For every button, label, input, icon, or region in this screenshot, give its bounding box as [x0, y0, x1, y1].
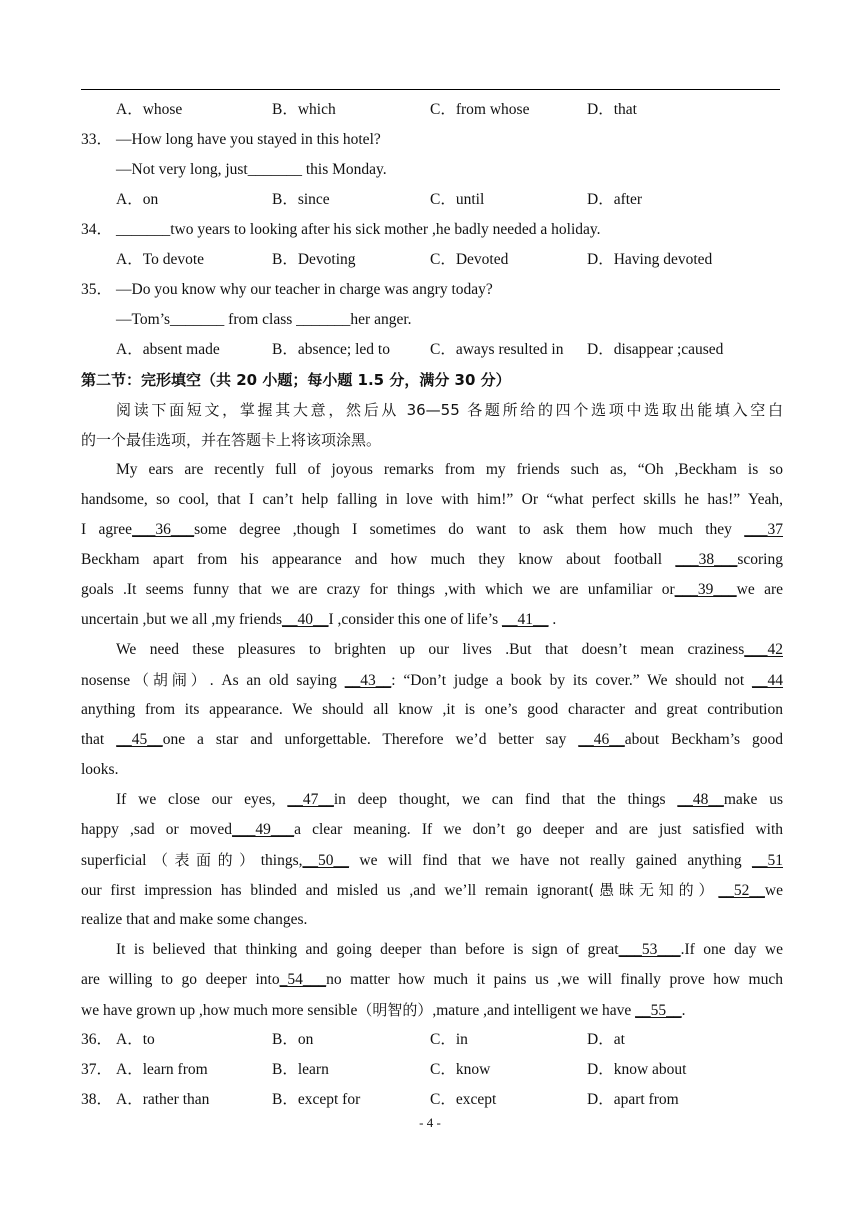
- q33-option-d: D．after: [587, 191, 643, 208]
- answer-option-a: A．learn from: [116, 1061, 208, 1078]
- blank-46: __46__: [578, 731, 625, 748]
- q33-option-a: A．on: [116, 191, 159, 208]
- q35-number: 35．: [81, 281, 113, 298]
- passage-text: We need these pleasures to brighten up our lives .But that doesn’t mean craziness___42: [116, 641, 783, 658]
- blank-55: __55__: [635, 1002, 682, 1019]
- passage-text: looks.: [81, 761, 119, 778]
- passage-text: anything from its appearance. We should all know ,it is one’s good character and great contribution: [81, 701, 783, 718]
- passage-text: that __45__one a star and unforgettable. Therefore we’d better say __46__about Beckham’s good: [81, 731, 783, 748]
- blank-54: _54___: [279, 971, 327, 988]
- q34-number: 34．: [81, 221, 113, 238]
- q35-answer-line: —Tom’s_______ from class _______her anger.: [116, 311, 412, 328]
- blank-49: ___49___: [232, 821, 295, 838]
- page-number: - 4 -: [419, 1115, 441, 1130]
- answer-option-c: C．in: [430, 1031, 468, 1048]
- passage-text: It is believed that thinking and going deeper than before is sign of great___53___.If one day we: [116, 941, 784, 958]
- blank-39: ___39___: [674, 581, 737, 598]
- blank-51: __51: [752, 852, 783, 869]
- blank-47: __47__: [287, 791, 334, 808]
- answer-number: 38．: [81, 1091, 113, 1108]
- blank-40: __40__: [282, 611, 329, 628]
- answer-option-b: B．except for: [272, 1091, 361, 1108]
- q35-option-c: C．aways resulted in: [430, 341, 564, 358]
- passage-text: we have grown up ,how much more sensible（明智的）,mature ,and intelligent we have __55__.: [81, 1001, 686, 1019]
- blank-37: ___37: [744, 521, 783, 538]
- answer-number: 36．: [81, 1031, 113, 1048]
- passage-text: Beckham apart from his appearance and how much they know about football ___38___scoring: [81, 551, 783, 568]
- q35-option-b: B．absence; led to: [272, 341, 390, 358]
- q32-option-d: D．that: [587, 101, 637, 118]
- passage-text: handsome, so cool, that I can’t help falling in love with him!” Or “what perfect skills he has!” Yeah,: [81, 491, 783, 508]
- answer-option-d: D．at: [587, 1031, 625, 1048]
- passage-text: our first impression has blinded and misled us ,and we’ll remain ignorant(愚昧无知的）__52__we: [81, 881, 783, 899]
- instruction-line-1: 阅读下面短文，掌握其大意，然后从 36—55 各题所给的四个选项中选取出能填入空白: [116, 401, 783, 419]
- q33-option-c: C．until: [430, 191, 485, 208]
- q34-option-d: D．Having devoted: [587, 251, 713, 268]
- passage-text: happy ,sad or moved___49___a clear meaning. If we don’t go deeper and are just satisfied with: [81, 821, 783, 838]
- q33-answer-line: —Not very long, just_______ this Monday.: [116, 161, 387, 178]
- blank-50: __50__: [302, 852, 349, 869]
- blank-53: ___53___: [618, 941, 681, 958]
- passage-text: superficial（表面的）things,__50__ we will find that we have not really gained anything __51: [81, 851, 783, 869]
- blank-52: __52__: [718, 882, 765, 899]
- blank-41: __41__: [502, 611, 549, 628]
- q35-option-a: A．absent made: [116, 341, 220, 358]
- section-heading: 第二节：完形填空（共 20 小题；每小题 1.5 分，满分 30 分）: [81, 371, 511, 389]
- header-rule: [81, 89, 780, 90]
- q34-option-b: B．Devoting: [272, 251, 356, 268]
- passage-text: are willing to go deeper into_54___no matter how much it pains us ,we will finally prove how much: [81, 971, 783, 988]
- answer-option-b: B．on: [272, 1031, 314, 1048]
- q34-option-a: A．To devote: [116, 251, 205, 268]
- blank-48: __48__: [677, 791, 724, 808]
- passage-text: nosense（胡闹）. As an old saying __43__: “Don’t judge a book by its cover.” We should not __44: [81, 671, 784, 689]
- blank-43: __43__: [344, 672, 392, 689]
- answer-option-a: A．rather than: [116, 1091, 210, 1108]
- answer-number: 37．: [81, 1061, 113, 1078]
- passage-text: If we close our eyes, __47__in deep thought, we can find that the things __48__make us: [116, 791, 783, 808]
- q32-option-c: C．from whose: [430, 101, 530, 118]
- q33-question: —How long have you stayed in this hotel?: [116, 131, 381, 148]
- passage-text: My ears are recently full of joyous remarks from my friends such as, “Oh ,Beckham is so: [116, 461, 783, 478]
- blank-44: __44: [752, 672, 784, 689]
- answer-option-c: C．except: [430, 1091, 497, 1108]
- q32-option-a: A．whose: [116, 101, 183, 118]
- passage-text: goals .It seems funny that we are crazy for things ,with which we are unfamiliar or___39___we are: [81, 581, 784, 598]
- answer-option-a: A．to: [116, 1031, 155, 1048]
- q35-question: —Do you know why our teacher in charge was angry today?: [116, 281, 493, 298]
- blank-36: ___36___: [132, 521, 195, 538]
- passage-text: I agree___36___some degree ,though I sometimes do want to ask them how much they ___37: [81, 521, 783, 538]
- q34-question: _______two years to looking after his sick mother ,he badly needed a holiday.: [116, 221, 601, 238]
- q33-number: 33．: [81, 131, 113, 148]
- q32-option-b: B．which: [272, 101, 336, 118]
- blank-38: ___38___: [675, 551, 738, 568]
- blank-42: ___42: [744, 641, 783, 658]
- answer-option-d: D．know about: [587, 1061, 687, 1078]
- blank-45: __45__: [116, 731, 163, 748]
- passage-text: uncertain ,but we all ,my friends__40__I ,consider this one of life’s __41__ .: [81, 611, 557, 628]
- answer-option-d: D．apart from: [587, 1091, 679, 1108]
- q33-option-b: B．since: [272, 191, 330, 208]
- instruction-line-2: 的一个最佳选项，并在答题卡上将该项涂黑。: [81, 431, 382, 449]
- answer-option-c: C．know: [430, 1061, 491, 1078]
- q35-option-d: D．disappear ;caused: [587, 341, 724, 358]
- passage-text: realize that and make some changes.: [81, 911, 308, 928]
- answer-option-b: B．learn: [272, 1061, 329, 1078]
- q34-option-c: C．Devoted: [430, 251, 509, 268]
